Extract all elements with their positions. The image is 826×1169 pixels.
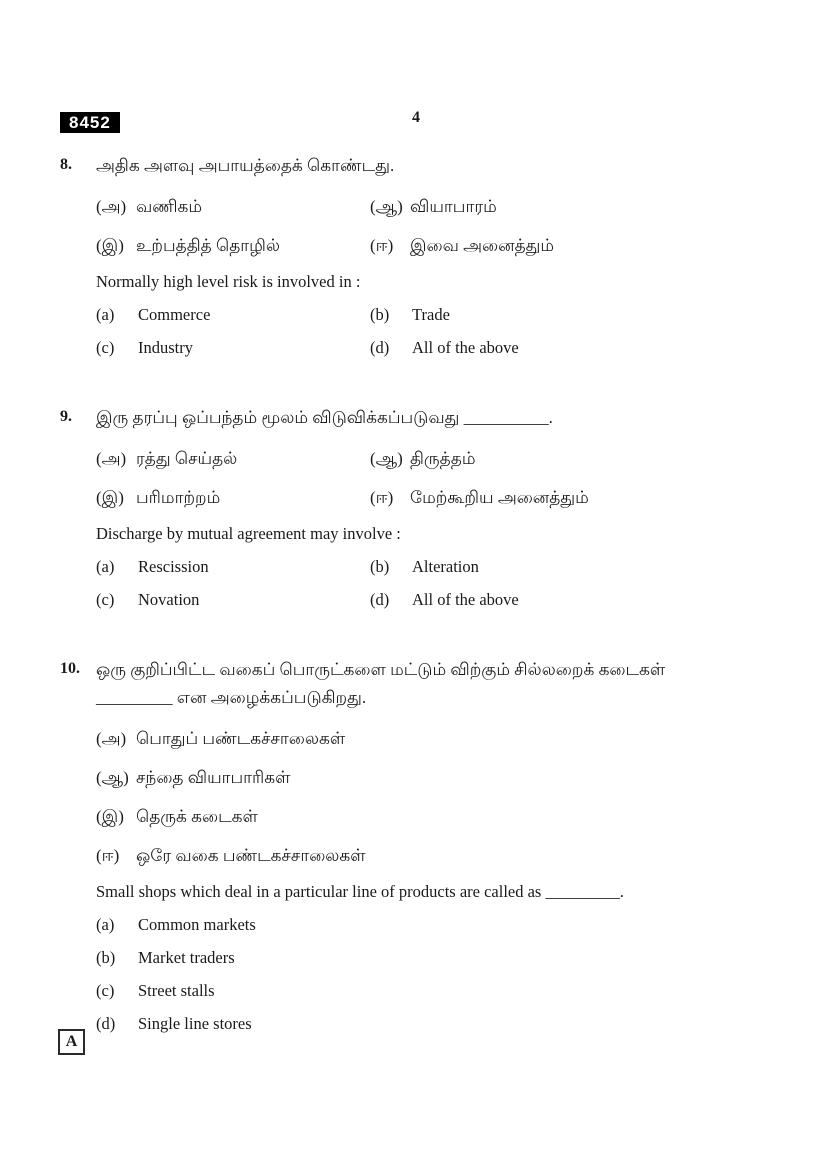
question-english-text: Discharge by mutual agreement may involve : <box>96 524 401 543</box>
option-d-english <box>370 590 730 610</box>
question-number: 8. <box>60 156 72 173</box>
option-label: (c) <box>96 981 115 1000</box>
page-header <box>60 109 730 134</box>
option-text: ரத்து செய்தல் <box>136 449 238 468</box>
option-text: Industry <box>138 338 193 357</box>
option-label: (இ) <box>96 236 124 255</box>
option-a-tamil <box>96 727 730 751</box>
question-tamil-text: இரு தரப்பு ஒப்பந்தம் மூலம் விடுவிக்கப்படுவது __________. <box>96 408 553 427</box>
question-8-tamil-line <box>60 152 730 180</box>
option-label: (அ) <box>96 197 127 216</box>
question-number: 10. <box>60 660 80 677</box>
question-10 <box>60 656 730 1034</box>
question-10-tamil-options <box>96 727 730 868</box>
question-8-english-options <box>96 292 730 358</box>
option-text: ஒரே வகை பண்டகச்சாலைகள் <box>136 846 366 865</box>
option-label: (ஈ) <box>96 846 120 865</box>
option-text: Alteration <box>412 557 479 576</box>
option-i-tamil <box>96 234 370 258</box>
question-tamil-text: ஒரு குறிப்பிட்ட வகைப் பொருட்களை மட்டும் விற்கும் சில்லறைக் கடைகள் _________ என அழைக்கப்படுகிறது. <box>96 660 666 707</box>
option-a-english <box>96 305 370 325</box>
question-10-tamil-line <box>60 656 730 712</box>
question-9-tamil-options <box>96 432 730 510</box>
option-text: உற்பத்தித் தொழில் <box>136 236 281 255</box>
option-text: All of the above <box>412 590 519 609</box>
option-label: (இ) <box>96 807 124 826</box>
option-text: Market traders <box>138 948 235 967</box>
option-text: Street stalls <box>138 981 215 1000</box>
question-8 <box>60 152 730 358</box>
option-label: (a) <box>96 557 115 576</box>
option-text: Trade <box>412 305 450 324</box>
option-label: (அ) <box>96 449 127 468</box>
option-aa-tamil <box>370 195 730 219</box>
option-text: Novation <box>138 590 200 609</box>
option-label: (a) <box>96 915 115 934</box>
option-c-english <box>96 981 730 1001</box>
option-label: (b) <box>96 948 116 967</box>
paper-code-badge: 8452 <box>60 112 120 133</box>
option-text: பொதுப் பண்டகச்சாலைகள் <box>136 729 346 748</box>
option-text: திருத்தம் <box>410 449 476 468</box>
question-tamil-text: அதிக அளவு அபாயத்தைக் கொண்டது. <box>96 156 395 175</box>
option-aa-tamil <box>96 766 730 790</box>
option-d-english <box>96 1014 730 1034</box>
option-label: (c) <box>96 338 115 357</box>
question-english-text: Normally high level risk is involved in : <box>96 272 361 291</box>
option-text: பரிமாற்றம் <box>136 488 221 507</box>
option-label: (b) <box>370 305 390 324</box>
question-number: 9. <box>60 408 72 425</box>
option-b-english <box>370 557 730 577</box>
question-9-tamil-line <box>60 404 730 432</box>
option-text: தெருக் கடைகள் <box>136 807 258 826</box>
option-text: Rescission <box>138 557 209 576</box>
option-label: (c) <box>96 590 115 609</box>
option-b-english <box>370 305 730 325</box>
question-10-english-options <box>96 915 730 1034</box>
option-a-english <box>96 557 370 577</box>
question-english-text: Small shops which deal in a particular line of products are called as _________. <box>96 882 624 901</box>
option-label: (இ) <box>96 488 124 507</box>
option-text: இவை அனைத்தும் <box>410 236 555 255</box>
question-9-english-options <box>96 544 730 610</box>
option-label: (d) <box>96 1014 116 1033</box>
option-a-english <box>96 915 730 935</box>
option-text: All of the above <box>412 338 519 357</box>
option-c-english <box>96 338 370 358</box>
option-text: வியாபாரம் <box>410 197 497 216</box>
option-text: மேற்கூறிய அனைத்தும் <box>410 488 589 507</box>
option-text: Common markets <box>138 915 256 934</box>
option-label: (ஆ) <box>96 768 129 787</box>
option-b-english <box>96 948 730 968</box>
option-ii-tamil <box>370 234 730 258</box>
option-label: (அ) <box>96 729 127 748</box>
option-d-english <box>370 338 730 358</box>
option-aa-tamil <box>370 447 730 471</box>
option-text: Single line stores <box>138 1014 252 1033</box>
option-c-english <box>96 590 370 610</box>
option-ii-tamil <box>96 844 730 868</box>
option-label: (ஈ) <box>370 488 394 507</box>
option-i-tamil <box>96 805 730 829</box>
question-9 <box>60 404 730 610</box>
option-label: (a) <box>96 305 115 324</box>
option-text: வணிகம் <box>136 197 203 216</box>
question-8-tamil-options <box>96 180 730 258</box>
option-label: (b) <box>370 557 390 576</box>
option-text: சந்தை வியாபாரிகள் <box>136 768 291 787</box>
option-text: Commerce <box>138 305 211 324</box>
option-ii-tamil <box>370 486 730 510</box>
version-code-box: A <box>58 1029 85 1055</box>
option-label: (ஆ) <box>370 197 403 216</box>
option-i-tamil <box>96 486 370 510</box>
option-label: (d) <box>370 590 390 609</box>
option-label: (ஈ) <box>370 236 394 255</box>
option-a-tamil <box>96 447 370 471</box>
option-label: (ஆ) <box>370 449 403 468</box>
option-a-tamil <box>96 195 370 219</box>
option-label: (d) <box>370 338 390 357</box>
page-number: 4 <box>412 109 420 126</box>
